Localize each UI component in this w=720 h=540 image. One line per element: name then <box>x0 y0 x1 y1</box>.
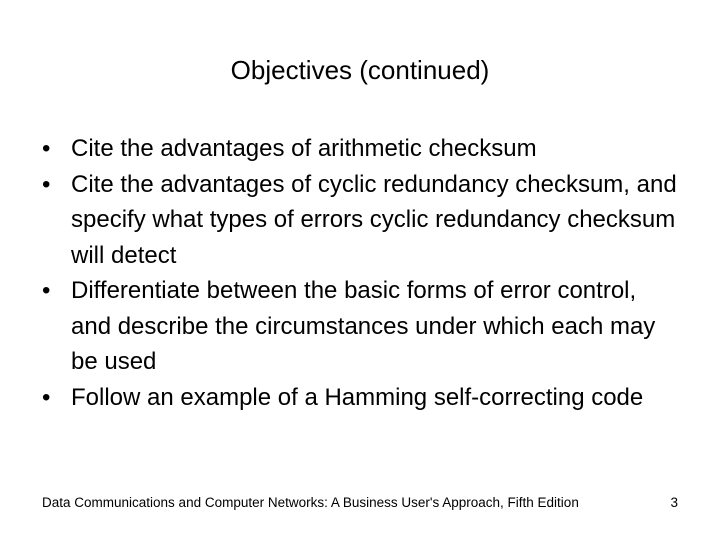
bullet-text: Follow an example of a Hamming self-correcting code <box>71 383 644 411</box>
bullet-text: Differentiate between the basic forms of error control, and describe the circumstances under which each may be used <box>71 277 656 375</box>
footer-text: Data Communications and Computer Networks: A Business User's Approach, Fifth Edition <box>42 495 579 510</box>
page-number: 3 <box>670 495 678 510</box>
bullet-marker: • <box>42 277 51 304</box>
bullet-text: Cite the advantages of cyclic redundancy checksum, and specify what types of errors cyclic redundancy checksum will detect <box>71 170 677 269</box>
bullet-item <box>42 380 682 416</box>
slide-title: Objectives (continued) <box>230 55 490 85</box>
bullet-text: Cite the advantages of arithmetic checksum <box>71 135 537 162</box>
bullet-list <box>42 131 682 415</box>
bullet-item <box>42 273 682 380</box>
bullet-item <box>42 167 682 274</box>
bullet-marker: • <box>42 135 51 162</box>
bullet-marker: • <box>42 170 51 198</box>
bullet-item <box>42 131 682 167</box>
bullet-marker: • <box>42 383 51 411</box>
